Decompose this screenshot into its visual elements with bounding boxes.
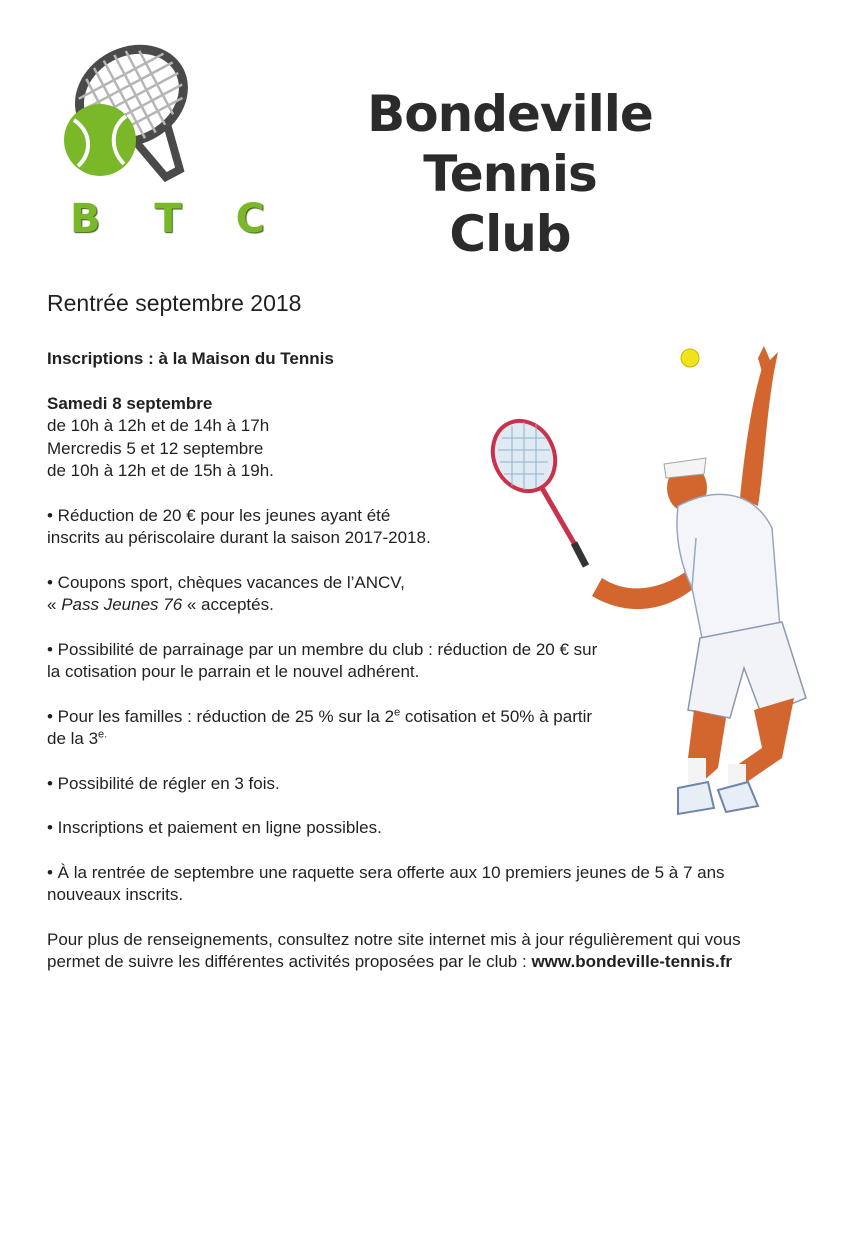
footer-line-2	[47, 951, 817, 974]
familles-sup-2: e.	[98, 728, 108, 741]
familles-text-3: de la 3	[47, 729, 99, 748]
inscriptions-heading: Inscriptions : à la Maison du Tennis	[47, 349, 334, 368]
footer-text: permet de suivre les différentes activités proposées par le club :	[47, 952, 532, 971]
pass-jeunes: Pass Jeunes 76	[61, 595, 183, 614]
parrainage-line-2: la cotisation pour le parrain et le nouvel adhérent.	[47, 662, 420, 681]
parrainage-line-1: • Possibilité de parrainage par un membre du club : réduction de 20 € sur	[47, 639, 598, 659]
raquette-line-1: • À la rentrée de septembre une raquette sera offerte aux 10 premiers jeunes de 5 à 7 ans	[47, 862, 725, 882]
title-line-1: Bondeville Tennis	[367, 85, 653, 203]
reduction-line-1: • Réduction de 20 € pour les jeunes ayant été	[47, 505, 391, 525]
regler-line: • Possibilité de régler en 3 fois.	[47, 773, 280, 793]
title-line-2: Club	[449, 205, 571, 263]
tennis-racket-ball-icon	[44, 36, 214, 206]
familles-line-2	[47, 728, 817, 751]
website-link[interactable]: www.bondeville-tennis.fr	[531, 952, 732, 971]
familles-text-1: • Pour les familles : réduction de 25 % sur la 2	[47, 706, 395, 726]
page-title	[280, 84, 740, 264]
saturday-label: Samedi 8 septembre	[47, 393, 213, 413]
familles-sup-1: e	[394, 705, 401, 718]
coupons-line-1: • Coupons sport, chèques vacances de l’ANCV,	[47, 572, 405, 592]
info-body	[47, 348, 817, 974]
coupons-open-quote: «	[47, 595, 62, 614]
reduction-line-2: inscrits au périscolaire durant la saison 2017-2018.	[47, 528, 431, 547]
familles-line-1	[47, 706, 817, 729]
wednesday-hours: de 10h à 12h et de 15h à 19h.	[47, 461, 274, 480]
section-subtitle: Rentrée septembre 2018	[47, 290, 302, 316]
saturday-hours: de 10h à 12h et de 14h à 17h	[47, 416, 270, 435]
footer-line-1: Pour plus de renseignements, consultez notre site internet mis à jour régulièrement qui vous	[47, 929, 741, 949]
logo-letters: B T C	[70, 196, 285, 242]
coupons-line-2	[47, 594, 817, 617]
coupons-close: « acceptés.	[182, 595, 274, 614]
familles-text-2: cotisation et 50% à partir	[400, 706, 593, 726]
raquette-line-2: nouveaux inscrits.	[47, 885, 184, 904]
wednesday-label: Mercredis 5 et 12 septembre	[47, 438, 264, 458]
en-ligne-line: • Inscriptions et paiement en ligne possibles.	[47, 818, 382, 837]
